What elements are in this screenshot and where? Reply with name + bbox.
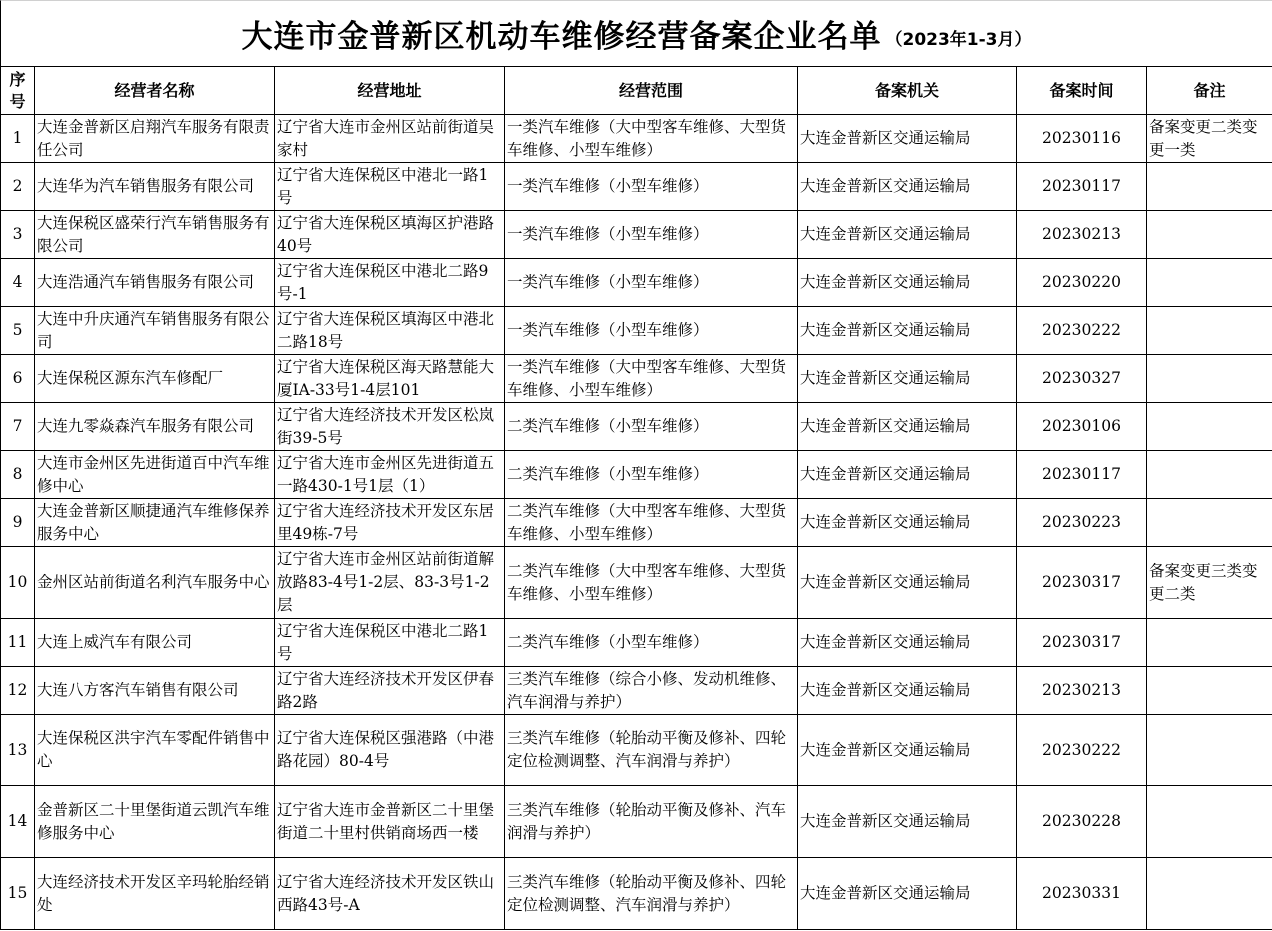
- cell-scope: 三类汽车维修（轮胎动平衡及修补、四轮定位检测调整、汽车润滑与养护）: [505, 715, 798, 786]
- cell-org: 大连金普新区交通运输局: [798, 499, 1017, 547]
- cell-scope: 一类汽车维修（小型车维修）: [505, 259, 798, 307]
- cell-org: 大连金普新区交通运输局: [798, 547, 1017, 619]
- header-name: 经营者名称: [35, 67, 275, 115]
- table-row: [1, 499, 1272, 547]
- cell-time: 20230222: [1017, 307, 1147, 355]
- cell-scope: 一类汽车维修（大中型客车维修、大型货车维修、小型车维修）: [505, 115, 798, 163]
- cell-note: [1147, 667, 1272, 715]
- cell-scope: 三类汽车维修（综合小修、发动机维修、汽车润滑与养护）: [505, 667, 798, 715]
- cell-address: 辽宁省大连保税区填海区中港北二路18号: [275, 307, 505, 355]
- cell-address: 辽宁省大连经济技术开发区东居里49栋-7号: [275, 499, 505, 547]
- cell-time: 20230327: [1017, 355, 1147, 403]
- cell-address: 辽宁省大连市金州区站前街道吴家村: [275, 115, 505, 163]
- table-row: [1, 115, 1272, 163]
- cell-address: 辽宁省大连市金州区先进街道五一路430-1号1层（1）: [275, 451, 505, 499]
- cell-org: 大连金普新区交通运输局: [798, 355, 1017, 403]
- cell-name: 大连金普新区顺捷通汽车维修保养服务中心: [35, 499, 275, 547]
- cell-address: 辽宁省大连市金普新区二十里堡街道二十里村供销商场西一楼: [275, 786, 505, 858]
- cell-scope: 三类汽车维修（轮胎动平衡及修补、汽车润滑与养护）: [505, 786, 798, 858]
- cell-time: 20230220: [1017, 259, 1147, 307]
- cell-no: 9: [1, 499, 35, 547]
- cell-no: 13: [1, 715, 35, 786]
- cell-no: 15: [1, 858, 35, 930]
- cell-address: 辽宁省大连保税区强港路（中港路花园）80-4号: [275, 715, 505, 786]
- cell-no: 12: [1, 667, 35, 715]
- cell-name: 大连上威汽车有限公司: [35, 619, 275, 667]
- cell-org: 大连金普新区交通运输局: [798, 667, 1017, 715]
- cell-note: 备案变更二类变更一类: [1147, 115, 1272, 163]
- cell-org: 大连金普新区交通运输局: [798, 307, 1017, 355]
- cell-scope: 二类汽车维修（大中型客车维修、大型货车维修、小型车维修）: [505, 547, 798, 619]
- table-row: [1, 403, 1272, 451]
- table-row: [1, 619, 1272, 667]
- cell-name: 大连保税区盛荣行汽车销售服务有限公司: [35, 211, 275, 259]
- cell-name: 金普新区二十里堡街道云凯汽车维修服务中心: [35, 786, 275, 858]
- cell-scope: 一类汽车维修（小型车维修）: [505, 307, 798, 355]
- table-row: [1, 163, 1272, 211]
- table-row: [1, 715, 1272, 786]
- cell-time: 20230317: [1017, 619, 1147, 667]
- cell-note: 备案变更三类变更二类: [1147, 547, 1272, 619]
- cell-no: 6: [1, 355, 35, 403]
- cell-name: 大连浩通汽车销售服务有限公司: [35, 259, 275, 307]
- cell-address: 辽宁省大连经济技术开发区伊春路2路: [275, 667, 505, 715]
- cell-time: 20230222: [1017, 715, 1147, 786]
- cell-name: 大连保税区源东汽车修配厂: [35, 355, 275, 403]
- header-row: [1, 67, 1272, 115]
- cell-name: 大连九零焱森汽车服务有限公司: [35, 403, 275, 451]
- cell-time: 20230223: [1017, 499, 1147, 547]
- header-address: 经营地址: [275, 67, 505, 115]
- cell-scope: 三类汽车维修（轮胎动平衡及修补、四轮定位检测调整、汽车润滑与养护）: [505, 858, 798, 930]
- table-row: [1, 355, 1272, 403]
- cell-scope: 二类汽车维修（小型车维修）: [505, 451, 798, 499]
- cell-address: 辽宁省大连经济技术开发区松岚街39-5号: [275, 403, 505, 451]
- cell-scope: 一类汽车维修（小型车维修）: [505, 211, 798, 259]
- cell-address: 辽宁省大连保税区海天路慧能大厦IA-33号1-4层101: [275, 355, 505, 403]
- cell-no: 4: [1, 259, 35, 307]
- cell-no: 3: [1, 211, 35, 259]
- cell-note: [1147, 211, 1272, 259]
- table-row: [1, 451, 1272, 499]
- cell-address: 辽宁省大连保税区中港北一路1号: [275, 163, 505, 211]
- table-row: [1, 307, 1272, 355]
- cell-name: 大连八方客汽车销售有限公司: [35, 667, 275, 715]
- cell-no: 8: [1, 451, 35, 499]
- cell-no: 5: [1, 307, 35, 355]
- cell-name: 金州区站前街道名利汽车服务中心: [35, 547, 275, 619]
- cell-time: 20230228: [1017, 786, 1147, 858]
- cell-time: 20230213: [1017, 211, 1147, 259]
- cell-no: 1: [1, 115, 35, 163]
- cell-note: [1147, 619, 1272, 667]
- table-row: [1, 259, 1272, 307]
- title-row: [0, 0, 1272, 66]
- cell-time: 20230317: [1017, 547, 1147, 619]
- cell-time: 20230117: [1017, 451, 1147, 499]
- cell-note: [1147, 403, 1272, 451]
- cell-note: [1147, 858, 1272, 930]
- cell-address: 辽宁省大连保税区填海区护港路40号: [275, 211, 505, 259]
- cell-name: 大连市金州区先进街道百中汽车维修中心: [35, 451, 275, 499]
- cell-note: [1147, 307, 1272, 355]
- enterprise-table: [0, 66, 1272, 930]
- cell-address: 辽宁省大连市金州区站前街道解放路83-4号1-2层、83-3号1-2层: [275, 547, 505, 619]
- cell-org: 大连金普新区交通运输局: [798, 115, 1017, 163]
- table-row: [1, 547, 1272, 619]
- cell-org: 大连金普新区交通运输局: [798, 715, 1017, 786]
- cell-scope: 二类汽车维修（小型车维修）: [505, 403, 798, 451]
- table-row: [1, 786, 1272, 858]
- cell-scope: 二类汽车维修（小型车维修）: [505, 619, 798, 667]
- cell-note: [1147, 715, 1272, 786]
- cell-no: 11: [1, 619, 35, 667]
- cell-no: 14: [1, 786, 35, 858]
- cell-org: 大连金普新区交通运输局: [798, 451, 1017, 499]
- cell-time: 20230116: [1017, 115, 1147, 163]
- cell-address: 辽宁省大连保税区中港北二路9号-1: [275, 259, 505, 307]
- table-row: [1, 858, 1272, 930]
- cell-org: 大连金普新区交通运输局: [798, 403, 1017, 451]
- cell-scope: 一类汽车维修（小型车维修）: [505, 163, 798, 211]
- cell-note: [1147, 451, 1272, 499]
- cell-scope: 一类汽车维修（大中型客车维修、大型货车维修、小型车维修）: [505, 355, 798, 403]
- cell-name: 大连中升庆通汽车销售服务有限公司: [35, 307, 275, 355]
- cell-org: 大连金普新区交通运输局: [798, 211, 1017, 259]
- cell-time: 20230213: [1017, 667, 1147, 715]
- header-note: 备注: [1147, 67, 1272, 115]
- page-subtitle: （2023年1-3月）: [885, 30, 1032, 50]
- header-org: 备案机关: [798, 67, 1017, 115]
- cell-name: 大连金普新区启翔汽车服务有限责任公司: [35, 115, 275, 163]
- cell-time: 20230106: [1017, 403, 1147, 451]
- cell-org: 大连金普新区交通运输局: [798, 858, 1017, 930]
- cell-address: 辽宁省大连经济技术开发区铁山西路43号-A: [275, 858, 505, 930]
- page-title: 大连市金普新区机动车维修经营备案企业名单: [241, 19, 882, 55]
- table-row: [1, 667, 1272, 715]
- cell-note: [1147, 355, 1272, 403]
- cell-note: [1147, 163, 1272, 211]
- cell-org: 大连金普新区交通运输局: [798, 619, 1017, 667]
- cell-org: 大连金普新区交通运输局: [798, 163, 1017, 211]
- cell-org: 大连金普新区交通运输局: [798, 786, 1017, 858]
- cell-address: 辽宁省大连保税区中港北二路1号: [275, 619, 505, 667]
- cell-scope: 二类汽车维修（大中型客车维修、大型货车维修、小型车维修）: [505, 499, 798, 547]
- table-row: [1, 211, 1272, 259]
- cell-org: 大连金普新区交通运输局: [798, 259, 1017, 307]
- cell-no: 10: [1, 547, 35, 619]
- cell-time: 20230331: [1017, 858, 1147, 930]
- cell-note: [1147, 786, 1272, 858]
- cell-name: 大连保税区洪宇汽车零配件销售中心: [35, 715, 275, 786]
- header-scope: 经营范围: [505, 67, 798, 115]
- cell-name: 大连经济技术开发区辛玛轮胎经销处: [35, 858, 275, 930]
- header-time: 备案时间: [1017, 67, 1147, 115]
- cell-no: 7: [1, 403, 35, 451]
- cell-name: 大连华为汽车销售服务有限公司: [35, 163, 275, 211]
- cell-time: 20230117: [1017, 163, 1147, 211]
- header-no: 序号: [1, 67, 35, 115]
- cell-no: 2: [1, 163, 35, 211]
- cell-note: [1147, 499, 1272, 547]
- cell-note: [1147, 259, 1272, 307]
